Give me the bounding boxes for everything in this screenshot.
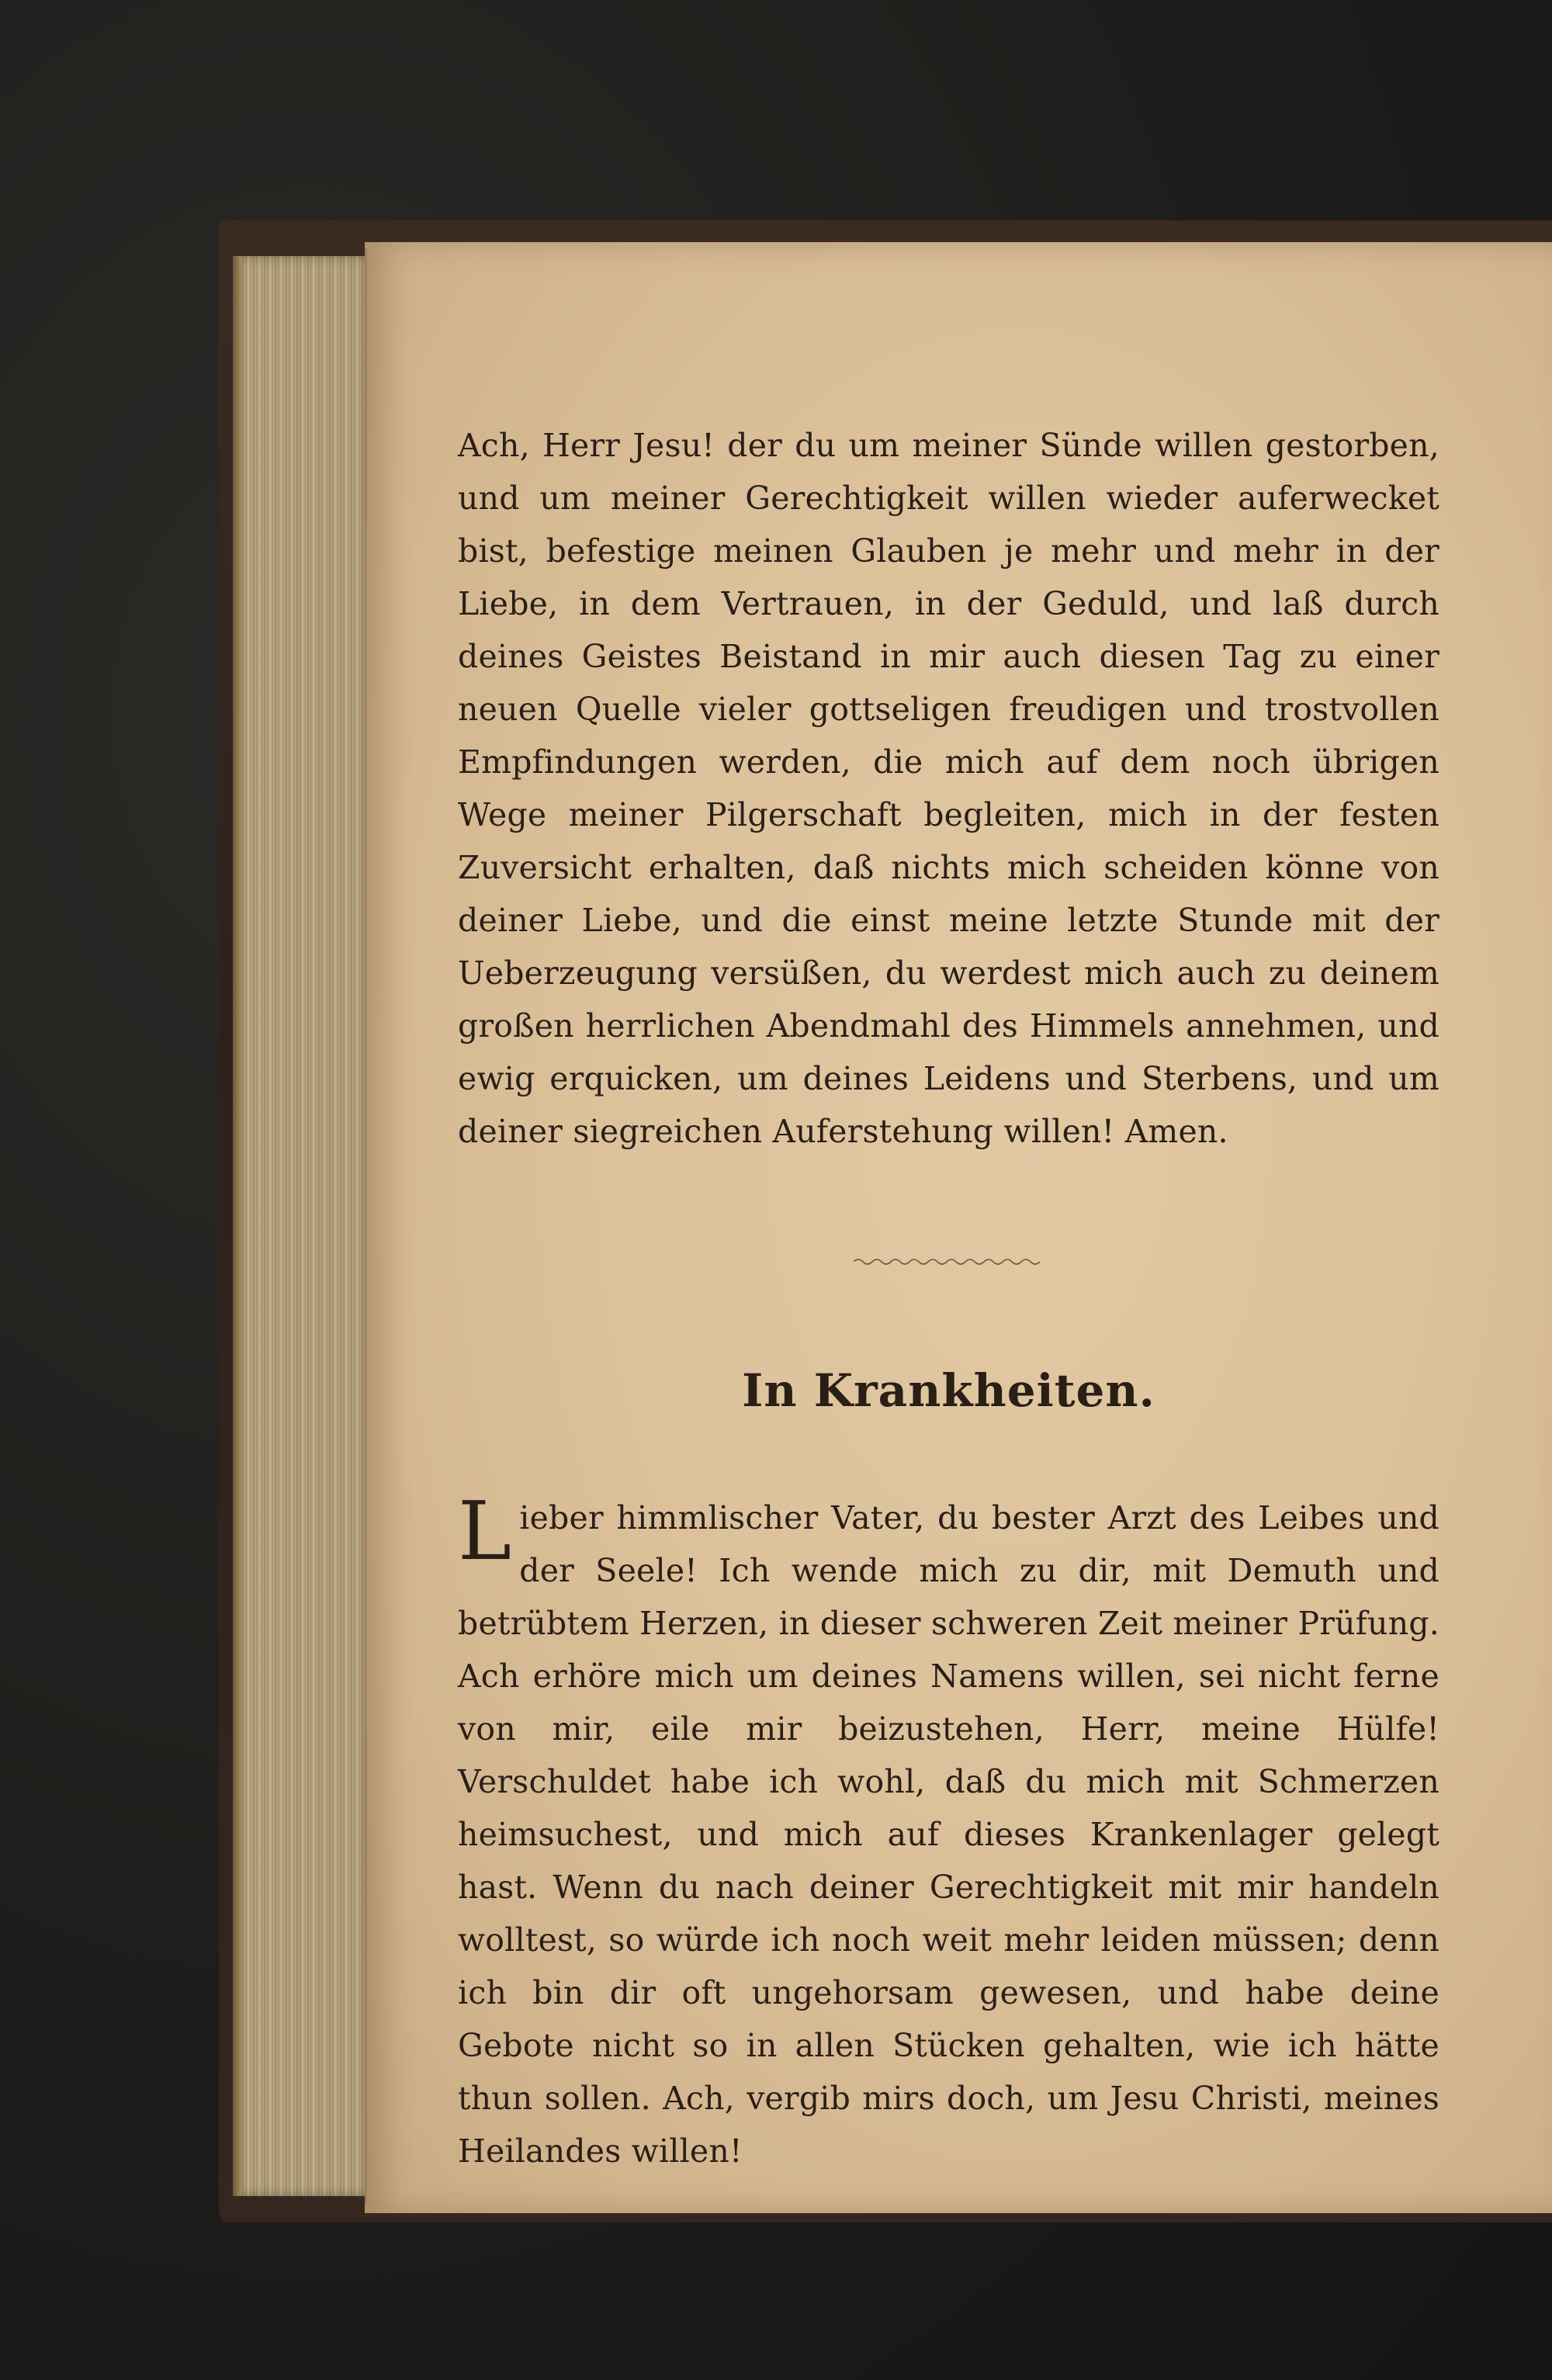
prayer-paragraph-1: Ach, Herr Jesu! der du um meiner Sünde willen gestorben, und um meiner Gerechtigkeit willen wieder auferwecket bist, befestige meinen Glauben je mehr und mehr in der Liebe, in dem Vertrauen, in der Geduld, und laß durch deines Geistes Beistand in mir auch diesen Tag zu einer neuen Quelle vieler gottseligen freudigen und trostvollen Empfindungen werden, die mich auf dem noch übrigen Wege meiner Pilgerschaft begleiten, mich in der festen Zuversicht erhalten, daß nichts mich scheiden könne von deiner Liebe, und die einst meine letzte Stunde mit der Ueberzeugung versüßen, du werdest mich auch zu deinem großen herrlichen Abendmahl des Himmels annehmen, und ewig erquicken, um deines Leidens und Sterbens, und um deiner siegreichen Auferstehung willen! Amen. bbox=[458, 427, 1439, 1150]
page-edges bbox=[242, 256, 374, 2196]
prayer-paragraph-2 bbox=[458, 1484, 1439, 2177]
section-heading: In Krankheiten. bbox=[742, 1364, 1155, 1417]
page-fold bbox=[365, 248, 367, 2204]
divider-ornament bbox=[854, 1256, 1040, 1268]
drop-cap-initial: L bbox=[458, 1484, 512, 1578]
prayer-paragraph-2-text: ieber himmlischer Vater, du bester Arzt des Leibes und der Seele! Ich wende mich zu dir, mit Demuth und betrübtem Herzen, in dieser schweren Zeit meiner Prüfung. Ach erhöre mich um deines Namens willen, sei nicht ferne von mir, eile mir beizustehen, Herr, meine Hülfe! Verschuldet habe ich wohl, daß du mich mit Schmerzen heimsuchest, und mich auf dieses Krankenlager gelegt hast. Wenn du nach deiner Gerechtigkeit mit mir handeln wolltest, so würde ich noch weit mehr leiden müssen; denn ich bin dir oft ungehorsam gewesen, und habe deine Gebote nicht so in allen Stücken gehalten, wie ich hätte thun sollen. Ach, vergib mirs doch, um Jesu Christi, meines Heilandes willen! bbox=[458, 1499, 1439, 2170]
